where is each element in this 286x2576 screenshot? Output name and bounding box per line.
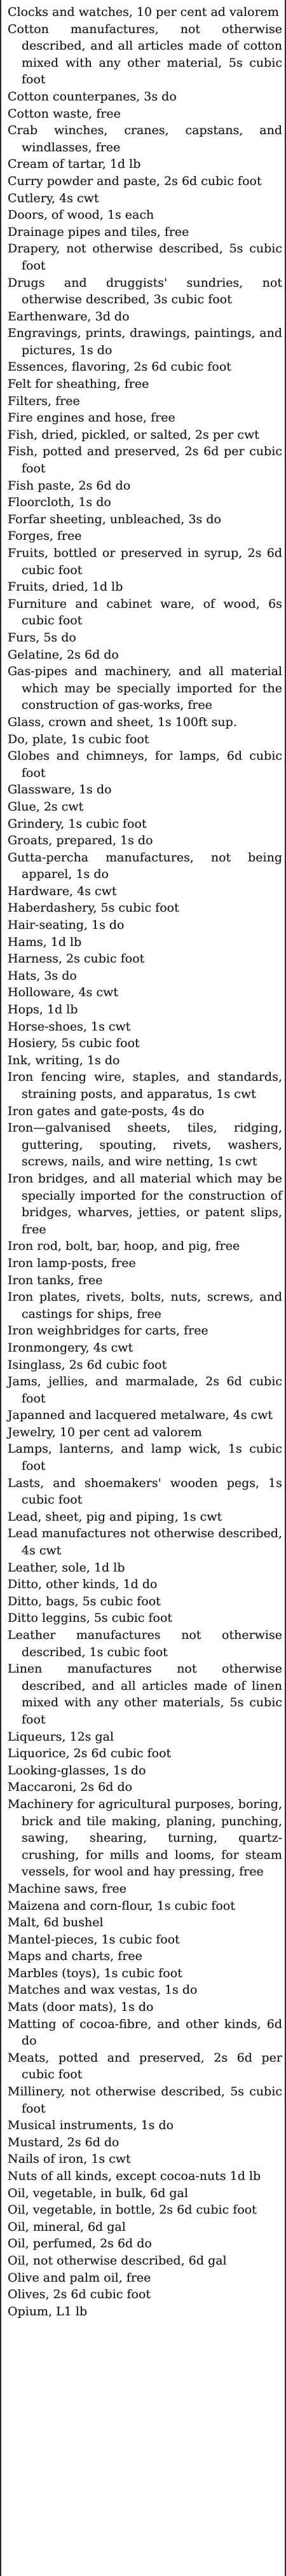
- tariff-entry: Liqueurs, 12s gal: [8, 1729, 114, 1744]
- tariff-entry: Malt, 6d bushel: [8, 1915, 104, 1930]
- tariff-entry: Gelatine, 2s 6d do: [8, 647, 119, 662]
- tariff-entry: Hardware, 4s cwt: [8, 884, 117, 898]
- tariff-entry: Mantel-pieces, 1s cubic foot: [8, 1932, 180, 1947]
- tariff-entry: Cutlery, 4s cwt: [8, 191, 99, 205]
- tariff-entry: Lead, sheet, pig and piping, 1s cwt: [8, 1509, 222, 1524]
- tariff-entry: Iron rod, bolt, bar, hoop, and pig, free: [8, 1239, 240, 1254]
- tariff-entry: Drapery, not otherwise described, 5s cubic foot: [8, 242, 282, 273]
- tariff-entry: Isinglass, 2s 6d cubic foot: [8, 1357, 167, 1372]
- tariff-entry: Holloware, 4s cwt: [8, 985, 119, 1000]
- tariff-entry: Olives, 2s 6d cubic foot: [8, 2287, 151, 2302]
- tariff-entry: Grindery, 1s cubic foot: [8, 816, 147, 831]
- tariff-entry: Glassware, 1s do: [8, 783, 112, 797]
- tariff-entry: Lasts, and shoemakers' wooden pegs, 1s cubic foot: [8, 1476, 282, 1507]
- tariff-entry: Fish, dried, pickled, or salted, 2s per cwt: [8, 427, 259, 442]
- tariff-entry: Glue, 2s cwt: [8, 799, 84, 814]
- tariff-entry: Hams, 1d lb: [8, 935, 82, 949]
- tariff-entry: Oil, perfumed, 2s 6d do: [8, 2237, 152, 2251]
- tariff-entry: Fish paste, 2s 6d do: [8, 478, 131, 493]
- tariff-entry: Oil, not otherwise described, 6d gal: [8, 2253, 227, 2268]
- tariff-entry: Ditto leggins, 5s cubic foot: [8, 1611, 173, 1626]
- tariff-entry: Filters, free: [8, 394, 80, 408]
- tariff-entry: Fruits, dried, 1d lb: [8, 580, 123, 594]
- tariff-entry: Harness, 2s cubic foot: [8, 952, 145, 966]
- tariff-entry: Fish, potted and preserved, 2s 6d per cubic foot: [8, 444, 282, 476]
- tariff-entry: Cotton counterpanes, 3s do: [8, 89, 177, 104]
- tariff-entry: Lead manufactures not otherwise described, 4s cwt: [8, 1526, 282, 1558]
- tariff-entry: Oil, vegetable, in bulk, 6d gal: [8, 2186, 188, 2200]
- tariff-entry: Liquorice, 2s 6d cubic foot: [8, 1746, 172, 1761]
- tariff-entry: Opium, L1 lb: [8, 2304, 88, 2319]
- tariff-entry: Crab winches, cranes, capstans, and windlasses, free: [8, 123, 282, 154]
- tariff-entry: Maizena and corn-flour, 1s cubic foot: [8, 1898, 235, 1913]
- tariff-entry: Ink, writing, 1s do: [8, 1053, 120, 1067]
- tariff-entry: Earthenware, 3d do: [8, 309, 130, 324]
- tariff-entry: Looking-glasses, 1s do: [8, 1763, 146, 1778]
- tariff-entry: Glass, crown and sheet, 1s 100ft sup.: [8, 715, 237, 729]
- tariff-entry: Clocks and watches, 10 per cent ad valorem: [8, 5, 279, 19]
- tariff-entry: Matches and wax vestas, 1s do: [8, 1983, 198, 1997]
- tariff-entry: Jewelry, 10 per cent ad valorem: [8, 1425, 202, 1439]
- tariff-entry: Japanned and lacquered metalware, 4s cwt: [8, 1408, 273, 1423]
- tariff-entry: Leather, sole, 1d lb: [8, 1560, 125, 1575]
- tariff-entry: Maps and charts, free: [8, 1949, 142, 1964]
- tariff-entry: Horse-shoes, 1s cwt: [8, 1019, 131, 1034]
- tariff-entry: Hair-seating, 1s do: [8, 918, 125, 933]
- tariff-entry: Ditto, other kinds, 1d do: [8, 1577, 158, 1592]
- tariff-entry: Fire engines and hose, free: [8, 411, 175, 425]
- tariff-entry: Iron lamp-posts, free: [8, 1256, 136, 1270]
- tariff-entry: Oil, vegetable, in bottle, 2s 6d cubic foot: [8, 2203, 257, 2217]
- tariff-entry: Mustard, 2s 6d do: [8, 2135, 119, 2149]
- tariff-entry: Lamps, lanterns, and lamp wick, 1s cubic foot: [8, 1442, 282, 1474]
- tariff-entry: Groats, prepared, 1s do: [8, 833, 153, 848]
- tariff-entry: Hosiery, 5s cubic foot: [8, 1036, 140, 1051]
- tariff-entry: Drainage pipes and tiles, free: [8, 224, 189, 239]
- tariff-entry: Leather manufactures not otherwise described, 1s cubic foot: [8, 1628, 282, 1659]
- tariff-entry: Engravings, prints, drawings, paintings, and pictures, 1s do: [8, 326, 282, 357]
- tariff-entry: Felt for sheathing, free: [8, 377, 149, 392]
- tariff-entry: Fruits, bottled or preserved in syrup, 2s 6d cubic foot: [8, 546, 282, 577]
- tariff-entry: Iron gates and gate-posts, 4s do: [8, 1104, 205, 1118]
- tariff-entry: Olive and palm oil, free: [8, 2270, 151, 2285]
- tariff-entry: Gutta-percha manufactures, not being apparel, 1s do: [8, 850, 282, 882]
- tariff-entry: Iron weighbridges for carts, free: [8, 1324, 208, 1338]
- tariff-entry: Jams, jellies, and marmalade, 2s 6d cubic foot: [8, 1374, 282, 1406]
- tariff-entry: Maccaroni, 2s 6d do: [8, 1780, 133, 1795]
- tariff-entry: Cream of tartar, 1d lb: [8, 157, 141, 172]
- tariff-entry: Do, plate, 1s cubic foot: [8, 732, 149, 746]
- tariff-entry: Hops, 1d lb: [8, 1003, 78, 1017]
- tariff-entry: Doors, of wood, 1s each: [8, 208, 154, 223]
- tariff-entry: Ditto, bags, 5s cubic foot: [8, 1594, 161, 1608]
- tariff-entry: Furs, 5s do: [8, 630, 76, 645]
- tariff-entry: Floorcloth, 1s do: [8, 495, 111, 510]
- tariff-entry: Machinery for agricultural purposes, boring, brick and tile making, planing, punching, sawing, shearing, turning, quartz-crushing, for mills and looms, for steam vessels, for wool and hay pressing, free: [8, 1797, 282, 1879]
- tariff-entry: Gas-pipes and machinery, and all material which may be specially imported for the construction of gas-works, free: [8, 664, 282, 713]
- tariff-entry: Curry powder and paste, 2s 6d cubic foot: [8, 174, 262, 188]
- tariff-entry: Cotton waste, free: [8, 106, 121, 121]
- tariff-entry: Iron fencing wire, staples, and standards, straining posts, and apparatus, 1s cwt: [8, 1070, 282, 1101]
- tariff-entry: Meats, potted and preserved, 2s 6d per cubic foot: [8, 2050, 282, 2082]
- tariff-entry: Drugs and druggists' sundries, not otherwise described, 3s cubic foot: [8, 275, 282, 307]
- tariff-entry: Machine saws, free: [8, 1881, 127, 1896]
- tariff-entry: Oil, mineral, 6d gal: [8, 2219, 126, 2234]
- tariff-entry: Ironmongery, 4s cwt: [8, 1340, 133, 1355]
- tariff-entry: Iron bridges, and all material which may be specially imported for the construction of bridges, wharves, jetties, or patent slips, free: [8, 1171, 282, 1237]
- tariff-entry: Nails of iron, 1s cwt: [8, 2152, 131, 2167]
- tariff-entry: Essences, flavoring, 2s 6d cubic foot: [8, 360, 231, 374]
- tariff-entry: Forfar sheeting, unbleached, 3s do: [8, 512, 221, 526]
- tariff-entry: Globes and chimneys, for lamps, 6d cubic foot: [8, 749, 282, 780]
- tariff-entry: Iron—galvanised sheets, tiles, ridging, guttering, spouting, rivets, washers, screws, nails, and wire netting, 1s cwt: [8, 1121, 282, 1169]
- tariff-entry: Hats, 3s do: [8, 968, 77, 983]
- tariff-entry: Marbles (toys), 1s cubic foot: [8, 1966, 182, 1980]
- tariff-entry: Matting of cocoa-fibre, and other kinds, 6d do: [8, 2017, 282, 2048]
- tariff-entry: Linen manufactures not otherwise described, and all articles made of linen mixed with any other materials, 5s cubic foot: [8, 1662, 282, 1727]
- tariff-entry: Iron tanks, free: [8, 1273, 103, 1287]
- tariff-entry: Mats (door mats), 1s do: [8, 2000, 154, 2015]
- tariff-entry: Haberdashery, 5s cubic foot: [8, 901, 179, 915]
- tariff-entry: Nuts of all kinds, except cocoa-nuts 1d lb: [8, 2169, 261, 2183]
- tariff-list: [8, 4, 282, 2320]
- tariff-entry: Musical instruments, 1s do: [8, 2118, 174, 2133]
- tariff-entry: Iron plates, rivets, bolts, nuts, screws, and castings for ships, free: [8, 1290, 282, 1321]
- tariff-entry: Furniture and cabinet ware, of wood, 6s cubic foot: [8, 596, 282, 628]
- tariff-entry: Forges, free: [8, 529, 82, 544]
- tariff-entry: Cotton manufactures, not otherwise described, and all articles made of cotton mixed with any other material, 5s cubic foot: [8, 22, 282, 87]
- tariff-entry: Millinery, not otherwise described, 5s cubic foot: [8, 2085, 282, 2116]
